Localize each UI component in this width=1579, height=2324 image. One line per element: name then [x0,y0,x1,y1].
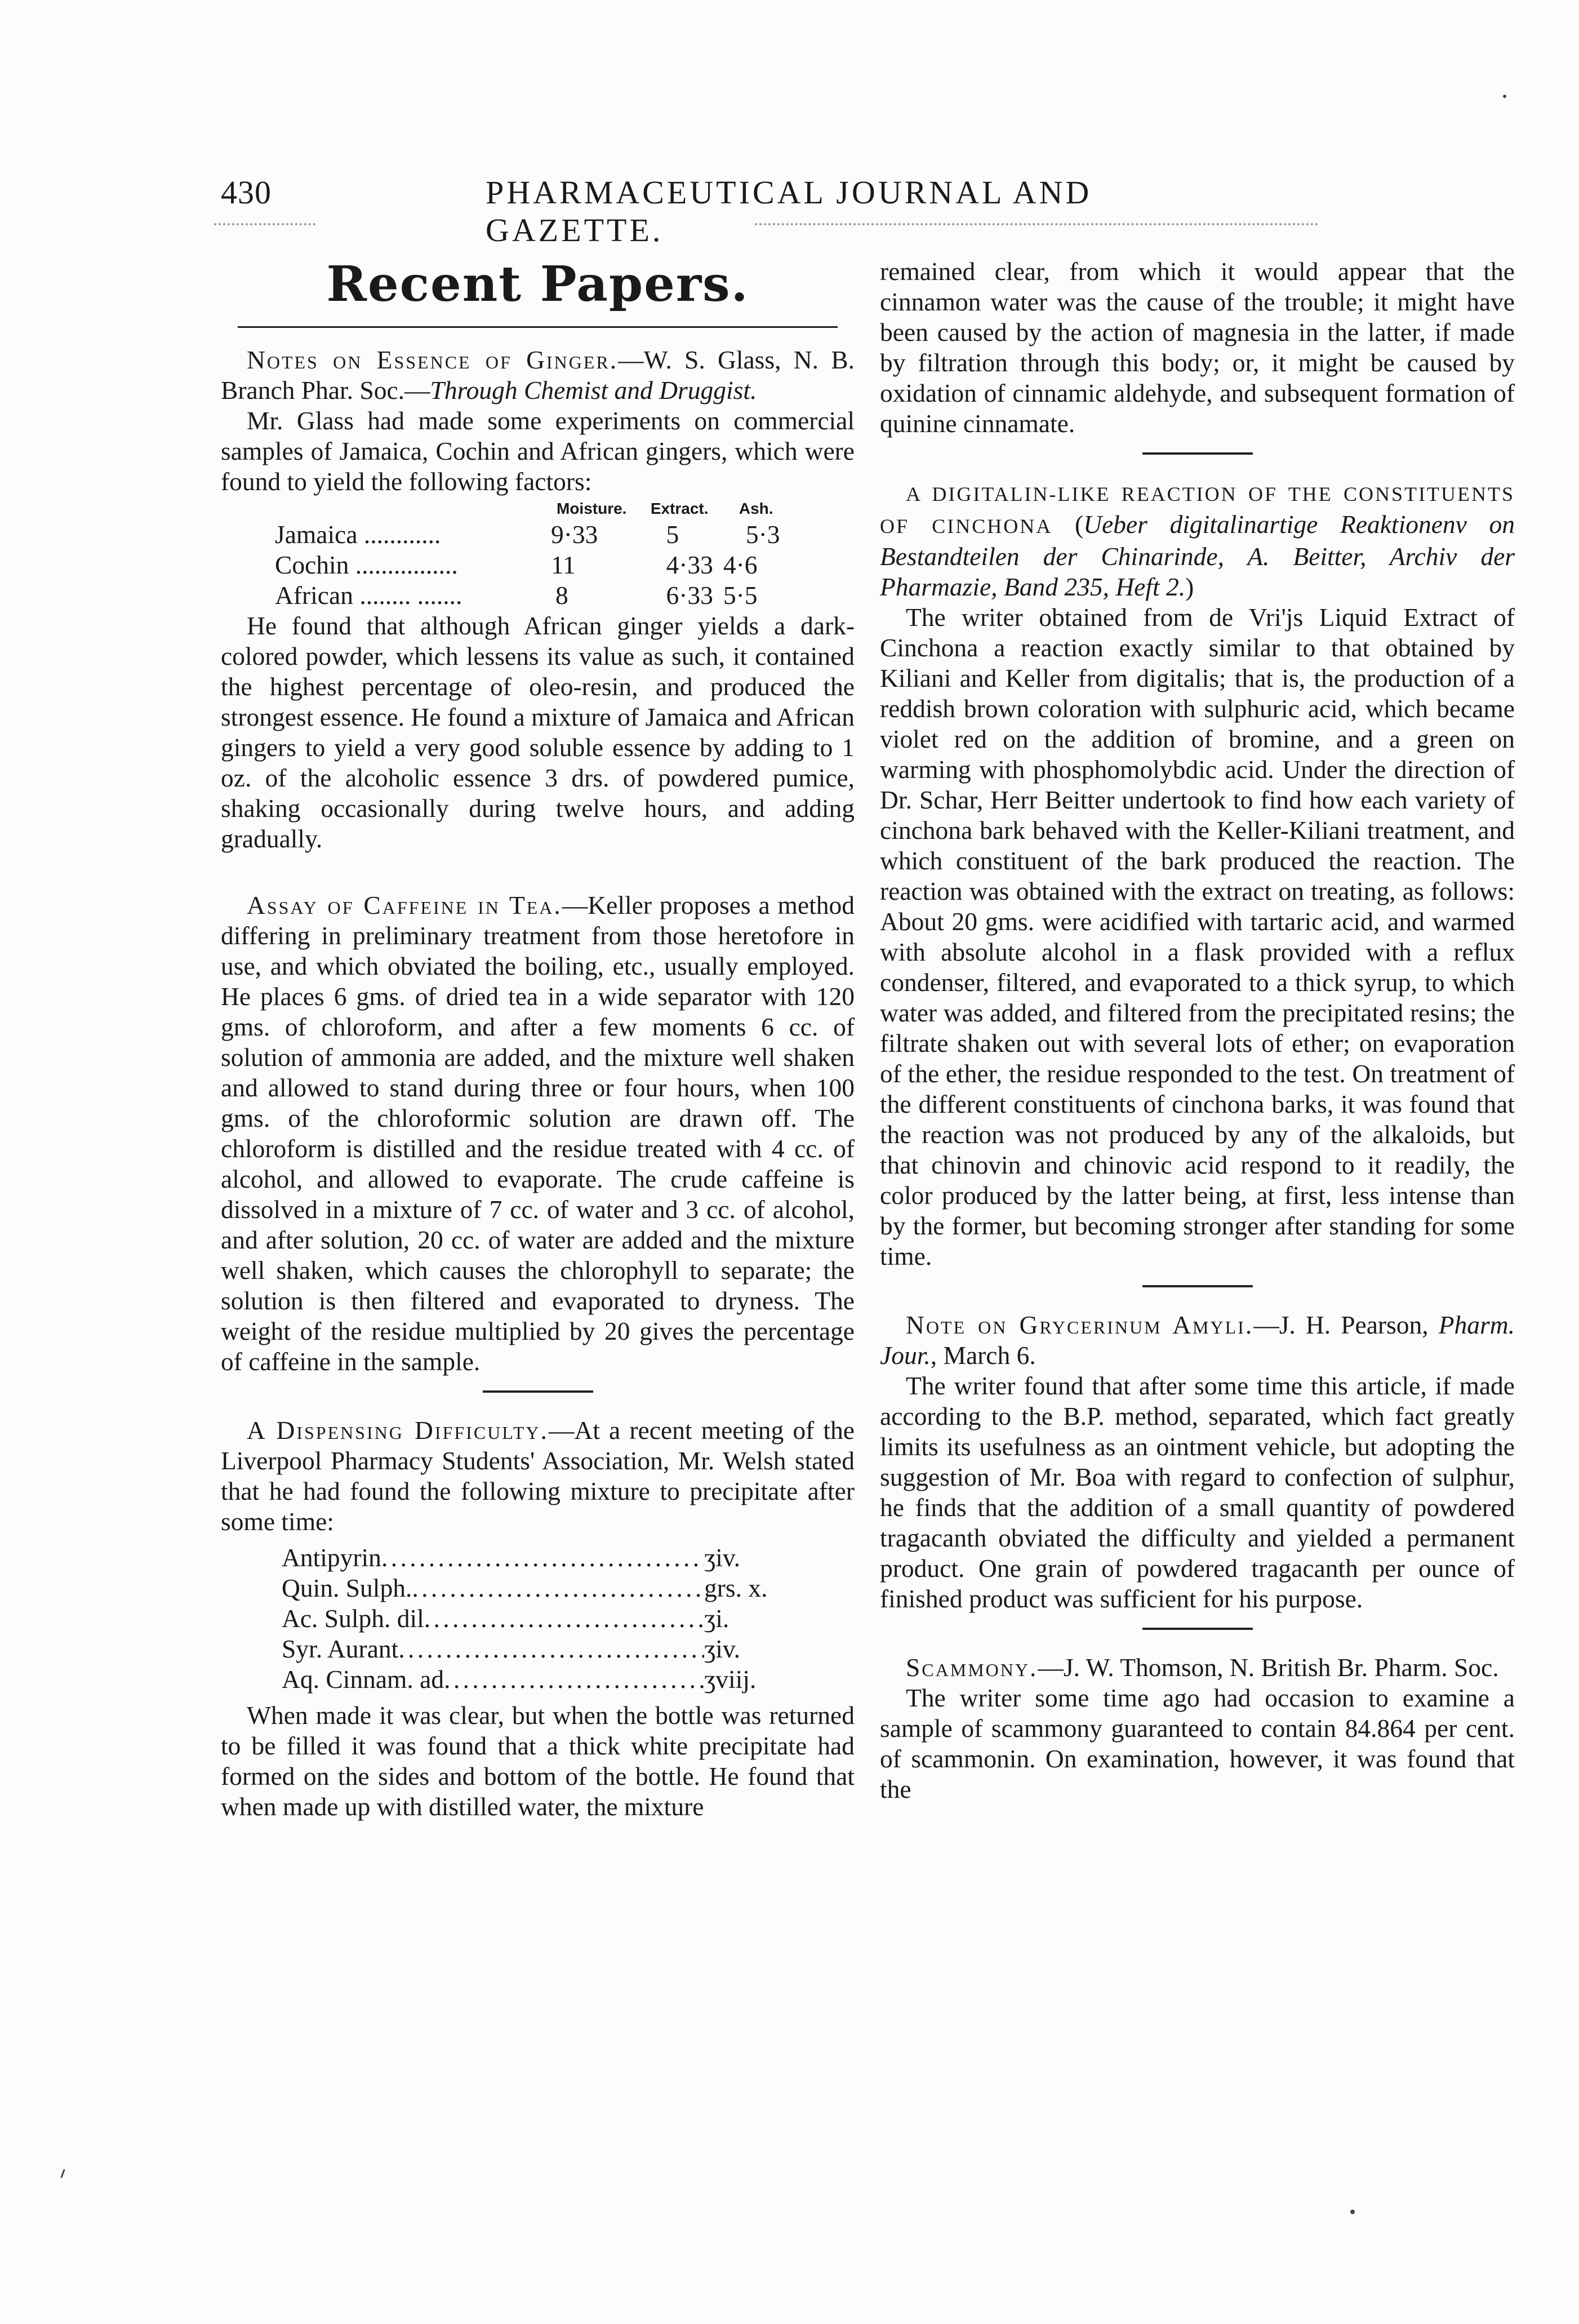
col-ash: Ash. [739,500,773,517]
section-divider [1142,1628,1253,1630]
caffeine-body: —Keller proposes a method differing in preliminary treatment from those heretofore in use, and which obviated the boiling, etc., usually employed. He places 6 gms. of dried tea in a wide separator with 120 gms. of chloroform, and after a few moments 6 cc. of solution of ammonia are added, and the mixture well shaken and allowed to stand during three or four hours, when 100 gms. of the chloroformic solution are drawn off. The chloroform is distilled and the residue treated with 4 cc. of alcohol, and allowed to evaporate. The crude caffeine is dissolved in a mixture of 7 cc. of water and 3 cc. of alcohol, and after solution, 20 cc. of water are added and the mixture well shaken, which causes the chlorophyll to separate; the solution is then filtered and evaporated to dryness. The weight of the residue multiplied by 20 gives the percentage of caffeine in the sample. [221,891,855,1376]
drug-name: Ac. Sulph. dil [282,1604,424,1633]
table-row [275,550,780,580]
dispensing-body: When made it was clear, but when the bottle was returned to be filled it was found that a thick white precipitate had formed on the sides and bottom of the bottle. He found that when made up with distilled water, the mixture [221,1701,855,1821]
ginger-body: He found that although African ginger yields a dark-colored powder, which lessens its value as such, it contained the highest percentage of oleo-resin, and produced the strongest essence. He found a mixture of Jamaica and African gingers to yield a very good soluble essence by adding to 1 oz. of the alcoholic essence 3 drs. of powdered pumice, shaking occasionally during twelve hours, and adding gradually. [221,611,855,853]
article-ginger [221,345,855,854]
extract-value: 4·33 [666,550,713,579]
prescription-item [282,1543,777,1573]
grycerinum-title: Note on Grycerinum Amyli. [906,1310,1254,1339]
grycerinum-body: The writer found that after some time this article, if made according to the B.P. method, separated, which fact greatly limits its usefulness as an ointment vehicle, but adopting the suggestion of Mr. Boa with regard to confection of sulphur, he finds that the addition of a small quantity of powdered tragacanth obviated the difficulty and yielded a permanent product. One grain of powdered tragacanth per ounce of finished product was sufficient for his purpose. [880,1371,1515,1613]
section-divider [483,1390,593,1393]
scan-speck [1350,2210,1355,2214]
drug-name: Antipyrin [282,1543,381,1572]
heading-rule [238,326,838,328]
drug-name: Aq. Cinnam. ad [282,1665,444,1694]
ginger-intro: Mr. Glass had made some experiments on commercial samples of Jamaica, Cochin and African gingers, which were found to yield the following factors: [221,406,855,496]
ginger-source: Through Chemist and Druggist. [430,376,757,405]
ginger-title: Notes on Essence of Ginger. [247,345,619,374]
dispensing-intro: —At a recent meeting of the Liverpool Pharmacy Students' Association, Mr. Welsh stated that he had found the following mixture to precipitate after some time: [221,1416,855,1536]
scammony-body: The writer some time ago had occasion to examine a sample of scammony guaranteed to contain 84.864 per cent. of scammonin. On examination, however, it was found that the [880,1683,1515,1803]
col-extract: Extract. [650,500,709,517]
cinchona-title: A DIGITALIN-LIKE REACTION OF THE CONSTITUENTS OF CINCHONA [880,483,1515,537]
header-rule-right [755,223,1318,225]
cinchona-body: The writer obtained from de Vri'js Liquid Extract of Cinchona a reaction exactly similar to that obtained by Kiliani and Keller from digitalis; that is, the production of a reddish brown coloration with sulphuric acid, which became violet red on the addition of bromine, and a green on warming with phosphomolybdic acid. Under the direction of Dr. Schar, Herr Beitter undertook to find how each variety of cinchona bark behaved with the Keller-Kiliani treatment, and which constituent of the bark produced the reaction. The reaction was obtained with the extract on treating, as follows: About 20 gms. were acidified with tartaric acid, and warmed with absolute alcohol in a flask provided with a reflux condenser, filtered, and evaporated to a thick syrup, to which water was added, and filtered from the precipitated resins; the filtrate shaken out with several lots of ether; on evaporation of the ether, the residue responded to the test. On treatment of the different constituents of cinchona barks, it was found that the reaction was not produced by any of the alkaloids, but that chinovin and chinovic acid respond to it readily, the color produced by the latter being, at first, less intense than by the former, but becoming stronger after standing for some time. [880,603,1515,1270]
grycerinum-author: —J. H. Pearson, [1253,1310,1439,1339]
page-number: 430 [221,174,272,211]
drug-quantity: grs. x. [704,1574,768,1602]
cinchona-title-paragraph: A DIGITALIN-LIKE REACTION OF THE CONSTITUENTS OF CINCHONA (Ueber digitalinartige Reaktionenv on Bestandteilen der Chinarinde, A. Beitter, Archiv der Pharmazie, Band 235, Heft 2.) [880,483,1515,601]
scammony-title: Scammony. [906,1653,1038,1682]
running-head [221,174,1269,248]
journal-title: PHARMACEUTICAL JOURNAL AND GAZETTE. [486,174,1092,248]
drug-quantity: ʒiv. [704,1634,741,1663]
scammony-author: —J. W. Thomson, N. British Br. Pharm. Soc. [1038,1653,1499,1682]
scan-speck [1503,95,1506,98]
article-scammony [880,1652,1515,1805]
ginger-factors-table [275,498,780,611]
drug-name: Quin. Sulph. [282,1574,412,1602]
article-cinchona [880,477,1515,1272]
section-divider [1142,452,1253,455]
article-dispensing [221,1415,855,1822]
table-row [275,519,780,550]
col-moisture: Moisture. [557,500,627,517]
prescription-item [282,1573,777,1603]
caffeine-paragraph [221,890,855,1377]
table-row [275,580,780,611]
drug-name: Syr. Aurant [282,1634,399,1663]
section-gap [221,872,855,890]
drug-quantity: ʒviij. [704,1665,757,1694]
grycerinum-date: , March 6. [930,1341,1036,1370]
row-label: Jamaica ............ [275,520,441,549]
extract-value: 5 [666,520,679,549]
dispensing-title: A Dispensing Difficulty. [247,1416,549,1445]
drug-quantity: ʒiv. [704,1543,741,1572]
prescription-item [282,1634,777,1664]
ash-value: 5·3 [745,520,780,549]
section-gap [221,854,855,872]
cinchona-citation: Ueber digitalinartige Reaktionenv on Bestandteilen der Chinarinde, A. Beitter, Archiv der Pharmazie, Band 235, Heft 2. [880,510,1515,601]
header-rule-left [214,223,315,225]
moisture-value: 9·33 [551,520,598,549]
article-caffeine [221,890,855,1377]
moisture-value: 8 [555,581,568,610]
extract-value: 6·33 [666,581,713,610]
row-label: African ........ ....... [275,581,462,610]
ginger-author: —W. S. Glass, N. B. Branch Phar. Soc.— [221,345,855,405]
row-label: Cochin ................ [275,550,458,579]
caffeine-title: Assay of Caffeine in Tea. [247,891,562,919]
scan-speck [60,2169,65,2178]
prescription-list [282,1543,777,1695]
ash-value: 5·5 [723,581,758,610]
prescription-item [282,1664,777,1695]
moisture-value: 11 [551,550,576,579]
grycerinum-source: Pharm. Jour. [880,1310,1515,1370]
ash-value: 4·6 [723,550,758,579]
grycerinum-title-paragraph [880,1310,1515,1371]
dispensing-paragraph [221,1415,855,1537]
section-divider [1142,1285,1253,1287]
ginger-title-paragraph [221,345,855,406]
section-heading: Recent Papers. [326,256,749,313]
table-header-row [275,498,780,519]
left-column [221,256,855,1822]
prescription-item [282,1603,777,1634]
scammony-title-paragraph [880,1652,1515,1683]
drug-quantity: ʒi. [704,1604,730,1633]
dispensing-continued: remained clear, from which it would appear that the cinnamon water was the cause of the trouble; it might have been caused by the action of magnesia in the latter, if made by filtration through this body; or, it might be caused by oxidation of cinnamic aldehyde, and subsequent formation of quinine cinnamate. [880,257,1515,438]
article-grycerinum [880,1310,1515,1614]
right-column [880,256,1515,1805]
